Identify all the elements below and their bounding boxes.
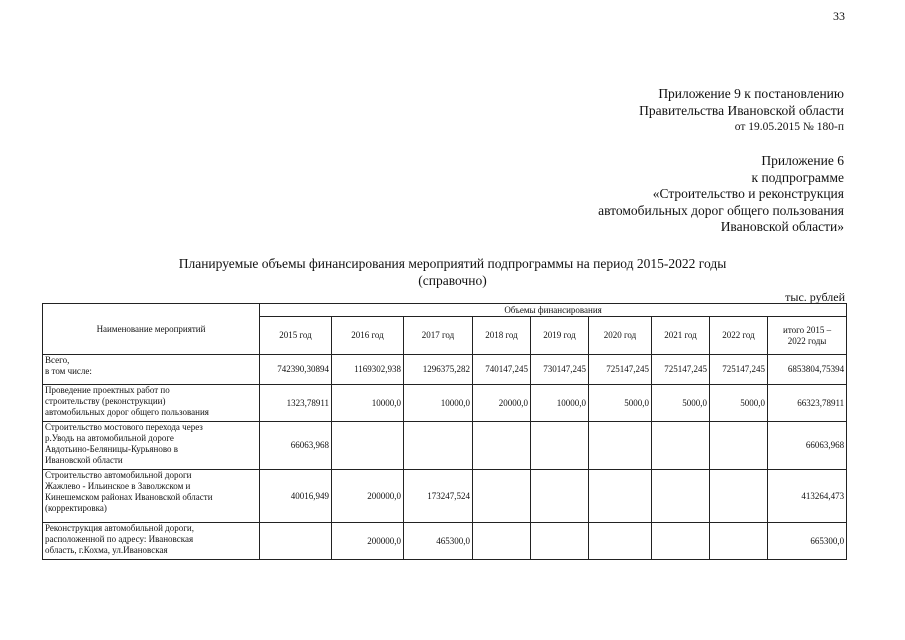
- year-column-header: 2015 год: [260, 317, 332, 355]
- funding-value-cell: 740147,245: [473, 355, 531, 385]
- document-subtitle: (справочно): [418, 273, 487, 288]
- total-header-line: 2022 годы: [787, 335, 827, 346]
- activity-name-line: автомобильных дорог общего пользования: [45, 407, 209, 417]
- funding-value-cell: [710, 422, 768, 470]
- table-row: [43, 523, 847, 560]
- appendix-6-line: Ивановской области»: [720, 219, 844, 234]
- appendix-6-line: «Строительство и реконструкция: [652, 186, 844, 201]
- activity-name-line: область, г.Кохма, ул.Ивановская: [45, 545, 168, 555]
- funding-value-cell: 200000,0: [332, 470, 404, 523]
- activity-name-cell: [43, 422, 260, 470]
- funding-value-cell: [531, 422, 589, 470]
- funding-value-cell: [260, 523, 332, 560]
- year-column-header: 2021 год: [652, 317, 710, 355]
- page-number: 33: [833, 9, 845, 23]
- appendix-9-date: от 19.05.2015 № 180-п: [734, 121, 844, 133]
- activity-name-cell: [43, 355, 260, 385]
- total-value-cell: 6853804,75394: [768, 355, 847, 385]
- total-column-header: [768, 317, 847, 355]
- funding-value-cell: [589, 523, 652, 560]
- funding-value-cell: 5000,0: [652, 385, 710, 422]
- document-title-line: Планируемые объемы финансирования мероприятий подпрограммы на период 2015-2022 годы: [178, 256, 727, 271]
- funding-value-cell: 200000,0: [332, 523, 404, 560]
- activity-name-line: Ивановской области: [45, 455, 123, 465]
- funding-value-cell: 10000,0: [404, 385, 473, 422]
- funding-value-cell: 20000,0: [473, 385, 531, 422]
- appendix-6-header: [598, 153, 844, 236]
- funding-value-cell: [473, 523, 531, 560]
- funding-value-cell: 1296375,282: [404, 355, 473, 385]
- year-column-header: 2016 год: [332, 317, 404, 355]
- activity-name-cell: [43, 385, 260, 422]
- funding-value-cell: 10000,0: [531, 385, 589, 422]
- funding-value-cell: [710, 470, 768, 523]
- activity-name-line: в том числе:: [45, 366, 92, 376]
- activity-name-line: р.Уводь на автомобильной дороге: [45, 433, 174, 443]
- appendix-6-line: автомобильных дорог общего пользования: [598, 202, 844, 218]
- activity-name-line: расположенной по адресу: Ивановская: [45, 534, 194, 544]
- appendix-9-line: Приложение 9 к постановлению: [658, 86, 844, 101]
- funding-value-cell: 10000,0: [332, 385, 404, 422]
- year-column-header: 2020 год: [589, 317, 652, 355]
- appendix-9-line: Правительства Ивановской области: [639, 102, 844, 118]
- activity-name-line: Проведение проектных работ по: [45, 385, 170, 395]
- funding-value-cell: [332, 422, 404, 470]
- funding-value-cell: 173247,524: [404, 470, 473, 523]
- activity-name-cell: [43, 523, 260, 560]
- funding-group-header: Объемы финансирования: [260, 304, 847, 317]
- document-title: [40, 255, 865, 289]
- table-row: [43, 385, 847, 422]
- table-row: [43, 422, 847, 470]
- appendix-9-header: [639, 86, 844, 136]
- activity-name-cell: [43, 470, 260, 523]
- total-value-cell: 66063,968: [768, 422, 847, 470]
- funding-table: [42, 303, 847, 560]
- funding-value-cell: [710, 523, 768, 560]
- appendix-6-line: Приложение 6: [761, 153, 844, 168]
- funding-value-cell: [473, 470, 531, 523]
- units-label: тыс. рублей: [785, 290, 845, 304]
- funding-value-cell: 5000,0: [589, 385, 652, 422]
- activity-name-line: Всего,: [45, 355, 70, 365]
- year-column-header: 2019 год: [531, 317, 589, 355]
- year-column-header: 2022 год: [710, 317, 768, 355]
- funding-value-cell: [589, 422, 652, 470]
- funding-value-cell: 730147,245: [531, 355, 589, 385]
- funding-value-cell: 5000,0: [710, 385, 768, 422]
- funding-value-cell: 1323,78911: [260, 385, 332, 422]
- total-value-cell: 665300,0: [768, 523, 847, 560]
- funding-value-cell: 742390,30894: [260, 355, 332, 385]
- year-column-header: 2018 год: [473, 317, 531, 355]
- funding-value-cell: 465300,0: [404, 523, 473, 560]
- funding-value-cell: 725147,245: [710, 355, 768, 385]
- activity-name-line: Строительство автомобильной дороги: [45, 470, 192, 480]
- year-column-header: 2017 год: [404, 317, 473, 355]
- funding-value-cell: [652, 422, 710, 470]
- table-row: [43, 470, 847, 523]
- activity-name-line: (корректировка): [45, 503, 107, 513]
- funding-value-cell: 725147,245: [652, 355, 710, 385]
- funding-value-cell: [589, 470, 652, 523]
- funding-value-cell: 40016,949: [260, 470, 332, 523]
- activity-name-line: Реконструкция автомобильной дороги,: [45, 523, 194, 533]
- table-row: [43, 355, 847, 385]
- activity-name-line: строительству (реконструкции): [45, 396, 166, 406]
- activity-name-line: Кинешемском районах Ивановской области: [45, 492, 213, 502]
- activity-name-line: Жажлево - Ильинское в Заволжском и: [45, 481, 191, 491]
- funding-value-cell: 725147,245: [589, 355, 652, 385]
- funding-value-cell: [531, 470, 589, 523]
- funding-value-cell: [404, 422, 473, 470]
- total-value-cell: 413264,473: [768, 470, 847, 523]
- funding-value-cell: [531, 523, 589, 560]
- total-value-cell: 66323,78911: [768, 385, 847, 422]
- funding-value-cell: 1169302,938: [332, 355, 404, 385]
- name-column-header: Наименование мероприятий: [43, 304, 260, 355]
- funding-value-cell: 66063,968: [260, 422, 332, 470]
- funding-value-cell: [652, 523, 710, 560]
- funding-value-cell: [652, 470, 710, 523]
- activity-name-line: Авдотьино-Беляницы-Курьяново в: [45, 444, 179, 454]
- appendix-6-line: к подпрограмме: [751, 169, 844, 185]
- total-header-line: итого 2015 –: [783, 324, 832, 335]
- funding-value-cell: [473, 422, 531, 470]
- activity-name-line: Строительство мостового перехода через: [45, 422, 203, 432]
